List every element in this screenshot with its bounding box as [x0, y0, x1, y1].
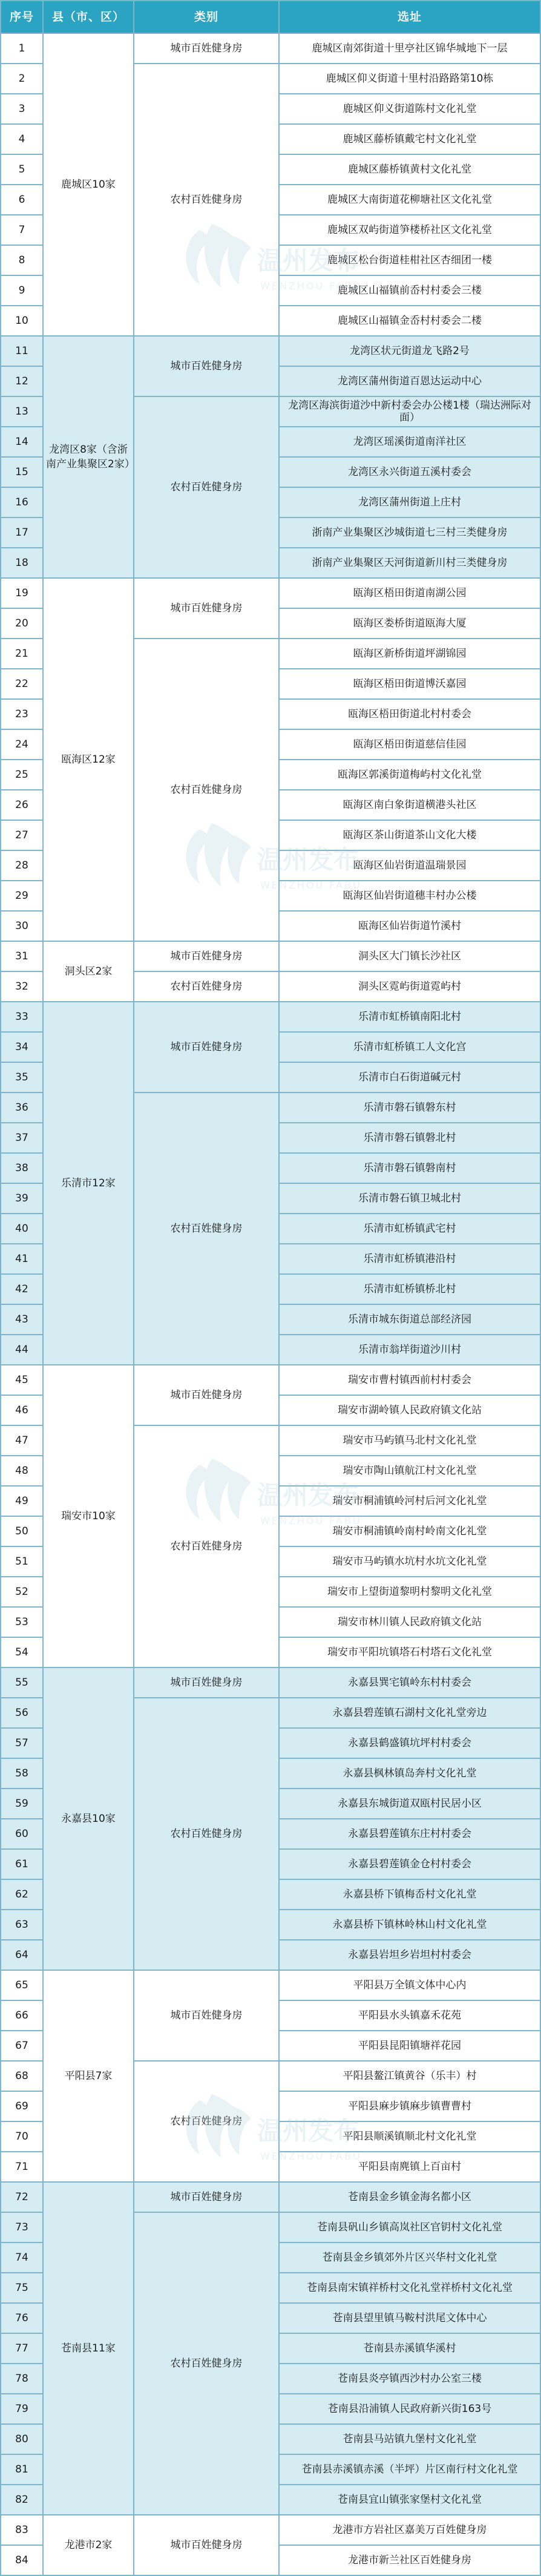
address-cell: 苍南县炎亭镇西沙村办公室三楼: [279, 2364, 540, 2394]
row-number: 5: [1, 154, 43, 185]
address-cell: 苍南县金乡镇郊外片区兴华村文化礼堂: [279, 2242, 540, 2273]
address-cell: 瑞安市湖岭镇人民政府镇文化站: [279, 1395, 540, 1425]
row-number: 14: [1, 427, 43, 457]
row-number: 27: [1, 820, 43, 850]
table-body: [1, 33, 540, 2575]
table-row: [1, 941, 540, 971]
address-cell: 龙湾区蒲州街道上庄村: [279, 487, 540, 518]
row-number: 64: [1, 1940, 43, 1970]
table-row: [1, 2182, 540, 2212]
row-number: 77: [1, 2333, 43, 2364]
row-number: 47: [1, 1425, 43, 1456]
address-cell: 乐清市白石街道碱元村: [279, 1062, 540, 1092]
row-number: 18: [1, 548, 43, 578]
address-cell: 平阳县鳌江镇黄谷（乐丰）村: [279, 2061, 540, 2091]
address-cell: 乐清市虹桥镇武宅村: [279, 1214, 540, 1244]
address-cell: 乐清市磐石镇磐北村: [279, 1123, 540, 1153]
table-row: [1, 1002, 540, 1032]
county-cell: 龙港市2家: [43, 2515, 134, 2575]
address-cell: 龙湾区蒲州街道百恩达运动中心: [279, 366, 540, 396]
table-row: [1, 33, 540, 64]
table-row: [1, 2515, 540, 2545]
address-cell: 鹿城区藤桥镇黄村文化礼堂: [279, 154, 540, 185]
address-cell: 瑞安市林川镇人民政府镇文化站: [279, 1607, 540, 1637]
address-cell: 浙南产业集聚区天河街道新川村三类健身房: [279, 548, 540, 578]
address-cell: 瓯海区茶山街道茶山文化大楼: [279, 820, 540, 850]
address-cell: 苍南县宜山镇张家堡村文化礼堂: [279, 2485, 540, 2515]
address-cell: 鹿城区仰义街道十里村沿路路第10栋: [279, 64, 540, 94]
row-number: 39: [1, 1183, 43, 1214]
address-cell: 永嘉县桥下镇梅岙村文化礼堂: [279, 1879, 540, 1910]
address-cell: 苍南县赤溪镇赤溪（半坪）片区南行村文化礼堂: [279, 2454, 540, 2485]
address-cell: 苍南县赤溪镇华溪村: [279, 2333, 540, 2364]
row-number: 54: [1, 1637, 43, 1668]
row-number: 55: [1, 1668, 43, 1698]
type-city-cell: 城市百姓健身房: [134, 1365, 279, 1425]
type-rural-cell: 农村百姓健身房: [134, 2212, 279, 2515]
address-cell: 永嘉县桥下镇林岭林山村文化礼堂: [279, 1910, 540, 1940]
row-number: 29: [1, 881, 43, 911]
county-cell: 瓯海区12家: [43, 578, 134, 941]
county-cell: 瑞安市10家: [43, 1365, 134, 1668]
type-rural-cell: 农村百姓健身房: [134, 2061, 279, 2182]
table-row: [1, 1970, 540, 2000]
row-number: 4: [1, 124, 43, 154]
address-cell: 乐清市磐石镇磐南村: [279, 1153, 540, 1183]
county-cell: 苍南县11家: [43, 2182, 134, 2515]
row-number: 24: [1, 729, 43, 760]
address-cell: 鹿城区藤桥镇戴宅村文化礼堂: [279, 124, 540, 154]
row-number: 38: [1, 1153, 43, 1183]
address-cell: 瓯海区仙岩街道竹溪村: [279, 911, 540, 941]
row-number: 83: [1, 2515, 43, 2545]
type-city-cell: 城市百姓健身房: [134, 33, 279, 64]
row-number: 84: [1, 2545, 43, 2575]
address-cell: 永嘉县巽宅镇岭东村村委会: [279, 1668, 540, 1698]
type-rural-cell: 农村百姓健身房: [134, 1092, 279, 1365]
address-cell: 永嘉县碧莲镇石湖村文化礼堂旁边: [279, 1698, 540, 1728]
address-cell: 瑞安市马屿镇马北村文化礼堂: [279, 1425, 540, 1456]
row-number: 35: [1, 1062, 43, 1092]
row-number: 42: [1, 1274, 43, 1304]
row-number: 69: [1, 2091, 43, 2121]
type-city-cell: 城市百姓健身房: [134, 2182, 279, 2212]
row-number: 73: [1, 2212, 43, 2242]
address-cell: 龙湾区瑶溪街道南洋社区: [279, 427, 540, 457]
address-cell: 瓯海区梧田街道南湖公园: [279, 578, 540, 608]
address-cell: 鹿城区山福镇前岙村村委会三楼: [279, 275, 540, 306]
address-cell: 瓯海区南白象街道横港头社区: [279, 790, 540, 820]
county-cell: 平阳县7家: [43, 1970, 134, 2182]
table-row: [1, 336, 540, 366]
row-number: 7: [1, 215, 43, 245]
address-cell: 平阳县万全镇文体中心内: [279, 1970, 540, 2000]
address-cell: 龙湾区状元街道龙飞路2号: [279, 336, 540, 366]
row-number: 36: [1, 1092, 43, 1123]
row-number: 37: [1, 1123, 43, 1153]
address-cell: 乐清市虹桥镇港沿村: [279, 1244, 540, 1274]
address-cell: 龙港市新兰社区百姓健身房: [279, 2545, 540, 2575]
address-cell: 瓯海区新桥街道坪湖锦园: [279, 639, 540, 669]
svg-text:WENZHOU FABU: WENZHOU FABU: [260, 280, 362, 292]
address-cell: 洞头区霓屿街道霓屿村: [279, 971, 540, 1002]
row-number: 33: [1, 1002, 43, 1032]
header-county: 县（市、区）: [43, 1, 134, 33]
address-cell: 乐清市磐石镇磐东村: [279, 1092, 540, 1123]
address-cell: 龙湾区海滨街道沙中新村委会办公楼1楼（瑞达洲际对面）: [279, 396, 540, 427]
table-row: [1, 1365, 540, 1395]
address-cell: 瓯海区仙岩街道温瑞景园: [279, 850, 540, 881]
row-number: 2: [1, 64, 43, 94]
row-number: 79: [1, 2394, 43, 2424]
header-address: 选址: [279, 1, 540, 33]
address-cell: 永嘉县岩坦乡岩坦村村委会: [279, 1940, 540, 1970]
row-number: 6: [1, 185, 43, 215]
county-cell: 永嘉县10家: [43, 1668, 134, 1970]
row-number: 3: [1, 94, 43, 124]
address-cell: 鹿城区南郊街道十里亭社区锦华城地下一层: [279, 33, 540, 64]
row-number: 12: [1, 366, 43, 396]
address-cell: 瓯海区梧田街道博沃嘉园: [279, 669, 540, 699]
row-number: 81: [1, 2454, 43, 2485]
header-type: 类别: [134, 1, 279, 33]
row-number: 26: [1, 790, 43, 820]
type-rural-cell: 农村百姓健身房: [134, 1425, 279, 1668]
type-city-cell: 城市百姓健身房: [134, 1668, 279, 1698]
address-cell: 鹿城区大南街道花柳塘社区文化礼堂: [279, 185, 540, 215]
type-rural-cell: 农村百姓健身房: [134, 64, 279, 336]
row-number: 76: [1, 2303, 43, 2333]
row-number: 23: [1, 699, 43, 729]
address-cell: 浙南产业集聚区沙城街道七三村三类健身房: [279, 518, 540, 548]
svg-text:温州发布: 温州发布: [257, 1480, 359, 1510]
row-number: 40: [1, 1214, 43, 1244]
row-number: 74: [1, 2242, 43, 2273]
address-cell: 瑞安市上望街道黎明村黎明文化礼堂: [279, 1577, 540, 1607]
address-cell: 乐清市虹桥镇工人文化宫: [279, 1032, 540, 1062]
county-cell: 洞头区2家: [43, 941, 134, 1002]
row-number: 53: [1, 1607, 43, 1637]
type-city-cell: 城市百姓健身房: [134, 1970, 279, 2061]
address-cell: 洞头区大门镇长沙社区: [279, 941, 540, 971]
address-cell: 苍南县南宋镇祥桥村文化礼堂祥桥村文化礼堂: [279, 2273, 540, 2303]
address-cell: 永嘉县碧莲镇东庄村村委会: [279, 1819, 540, 1849]
county-cell: 乐清市12家: [43, 1002, 134, 1365]
address-cell: 苍南县马站镇九堡村文化礼堂: [279, 2424, 540, 2454]
type-city-cell: 城市百姓健身房: [134, 2515, 279, 2575]
row-number: 72: [1, 2182, 43, 2212]
row-number: 25: [1, 760, 43, 790]
row-number: 15: [1, 457, 43, 487]
row-number: 68: [1, 2061, 43, 2091]
county-cell: 鹿城区10家: [43, 33, 134, 336]
row-number: 82: [1, 2485, 43, 2515]
address-cell: 永嘉县碧莲镇金仓村村委会: [279, 1849, 540, 1879]
row-number: 65: [1, 1970, 43, 2000]
row-number: 20: [1, 608, 43, 639]
row-number: 59: [1, 1789, 43, 1819]
table-header-row: [1, 1, 540, 33]
row-number: 61: [1, 1849, 43, 1879]
row-number: 52: [1, 1577, 43, 1607]
row-number: 71: [1, 2152, 43, 2182]
row-number: 17: [1, 518, 43, 548]
address-cell: 瓯海区梧田街道北村村委会: [279, 699, 540, 729]
row-number: 43: [1, 1304, 43, 1335]
row-number: 44: [1, 1335, 43, 1365]
row-number: 32: [1, 971, 43, 1002]
type-rural-cell: 农村百姓健身房: [134, 971, 279, 1002]
row-number: 67: [1, 2031, 43, 2061]
address-cell: 瓯海区娄桥街道瓯海大厦: [279, 608, 540, 639]
svg-text:WENZHOU FABU: WENZHOU FABU: [260, 2150, 362, 2162]
row-number: 80: [1, 2424, 43, 2454]
row-number: 48: [1, 1456, 43, 1486]
address-cell: 瑞安市马屿镇水坑村水坑文化礼堂: [279, 1546, 540, 1577]
row-number: 60: [1, 1819, 43, 1849]
address-cell: 瓯海区郭溪街道梅屿村文化礼堂: [279, 760, 540, 790]
row-number: 8: [1, 245, 43, 275]
row-number: 28: [1, 850, 43, 881]
address-cell: 瓯海区仙岩街道穗丰村办公楼: [279, 881, 540, 911]
row-number: 16: [1, 487, 43, 518]
svg-text:WENZHOU FABU: WENZHOU FABU: [260, 1515, 362, 1526]
row-number: 10: [1, 306, 43, 336]
address-cell: 瑞安市平阳坑镇塔石村塔石文化礼堂: [279, 1637, 540, 1668]
type-rural-cell: 农村百姓健身房: [134, 639, 279, 941]
address-cell: 平阳县水头镇嘉禾花苑: [279, 2000, 540, 2031]
address-cell: 鹿城区山福镇金岙村村委会二楼: [279, 306, 540, 336]
address-cell: 乐清市磐石镇卫城北村: [279, 1183, 540, 1214]
row-number: 78: [1, 2364, 43, 2394]
row-number: 11: [1, 336, 43, 366]
address-cell: 龙湾区永兴街道五溪村委会: [279, 457, 540, 487]
address-cell: 苍南县沿浦镇人民政府新兴街163号: [279, 2394, 540, 2424]
row-number: 30: [1, 911, 43, 941]
row-number: 70: [1, 2121, 43, 2152]
address-cell: 乐清市翁垟街道沙川村: [279, 1335, 540, 1365]
address-cell: 鹿城区双屿街道笋楼桥社区文化礼堂: [279, 215, 540, 245]
row-number: 50: [1, 1516, 43, 1546]
type-city-cell: 城市百姓健身房: [134, 941, 279, 971]
row-number: 56: [1, 1698, 43, 1728]
svg-text:温州发布: 温州发布: [257, 2116, 359, 2146]
address-cell: 龙港市方岩社区嘉美万百姓健身房: [279, 2515, 540, 2545]
row-number: 41: [1, 1244, 43, 1274]
address-cell: 瑞安市桐浦镇岭南村岭南文化礼堂: [279, 1516, 540, 1546]
address-cell: 苍南县矾山乡镇高岚社区官钥村文化礼堂: [279, 2212, 540, 2242]
row-number: 21: [1, 639, 43, 669]
row-number: 66: [1, 2000, 43, 2031]
county-cell: 龙湾区8家（含浙南产业集聚区2家）: [43, 336, 134, 578]
address-cell: 永嘉县枫林镇岛奔村文化礼堂: [279, 1758, 540, 1789]
type-rural-cell: 农村百姓健身房: [134, 1698, 279, 1970]
address-cell: 瑞安市曹村镇西前村村委会: [279, 1365, 540, 1395]
type-city-cell: 城市百姓健身房: [134, 578, 279, 639]
row-number: 62: [1, 1879, 43, 1910]
address-cell: 鹿城区仰义街道陈村文化礼堂: [279, 94, 540, 124]
address-cell: 平阳县麻步镇麻步镇曹曹村: [279, 2091, 540, 2121]
type-city-cell: 城市百姓健身房: [134, 1002, 279, 1092]
address-cell: 乐清市城东街道总部经济园: [279, 1304, 540, 1335]
row-number: 45: [1, 1365, 43, 1395]
address-cell: 瑞安市桐浦镇岭河村后河文化礼堂: [279, 1486, 540, 1516]
type-rural-cell: 农村百姓健身房: [134, 396, 279, 578]
header-no: 序号: [1, 1, 43, 33]
address-cell: 瓯海区梧田街道慈信佳园: [279, 729, 540, 760]
row-number: 51: [1, 1546, 43, 1577]
address-cell: 乐清市虹桥镇南阳北村: [279, 1002, 540, 1032]
svg-text:温州发布: 温州发布: [257, 845, 359, 875]
address-cell: 鹿城区松台街道桂柑社区杏细团一楼: [279, 245, 540, 275]
address-cell: 永嘉县东城街道双瓯村民居小区: [279, 1789, 540, 1819]
row-number: 49: [1, 1486, 43, 1516]
address-cell: 平阳县顺溪镇顺北村文化礼堂: [279, 2121, 540, 2152]
row-number: 31: [1, 941, 43, 971]
row-number: 34: [1, 1032, 43, 1062]
svg-text:WENZHOU FABU: WENZHOU FABU: [260, 879, 362, 891]
address-cell: 苍南县望里镇马鞍村洪尾文体中心: [279, 2303, 540, 2333]
row-number: 19: [1, 578, 43, 608]
svg-text:温州发布: 温州发布: [257, 246, 359, 275]
row-number: 58: [1, 1758, 43, 1789]
address-cell: 瑞安市陶山镇航江村文化礼堂: [279, 1456, 540, 1486]
type-city-cell: 城市百姓健身房: [134, 336, 279, 396]
table-row: [1, 1668, 540, 1698]
table-row: [1, 578, 540, 608]
row-number: 1: [1, 33, 43, 64]
address-cell: 平阳县昆阳镇塘祥花园: [279, 2031, 540, 2061]
row-number: 13: [1, 396, 43, 427]
address-cell: 苍南县金乡镇金海名都小区: [279, 2182, 540, 2212]
row-number: 63: [1, 1910, 43, 1940]
row-number: 75: [1, 2273, 43, 2303]
address-cell: 平阳县南麂镇上百亩村: [279, 2152, 540, 2182]
row-number: 46: [1, 1395, 43, 1425]
row-number: 22: [1, 669, 43, 699]
row-number: 57: [1, 1728, 43, 1758]
address-cell: 永嘉县鹤盛镇坑坪村村委会: [279, 1728, 540, 1758]
address-cell: 乐清市虹桥镇桥北村: [279, 1274, 540, 1304]
row-number: 9: [1, 275, 43, 306]
